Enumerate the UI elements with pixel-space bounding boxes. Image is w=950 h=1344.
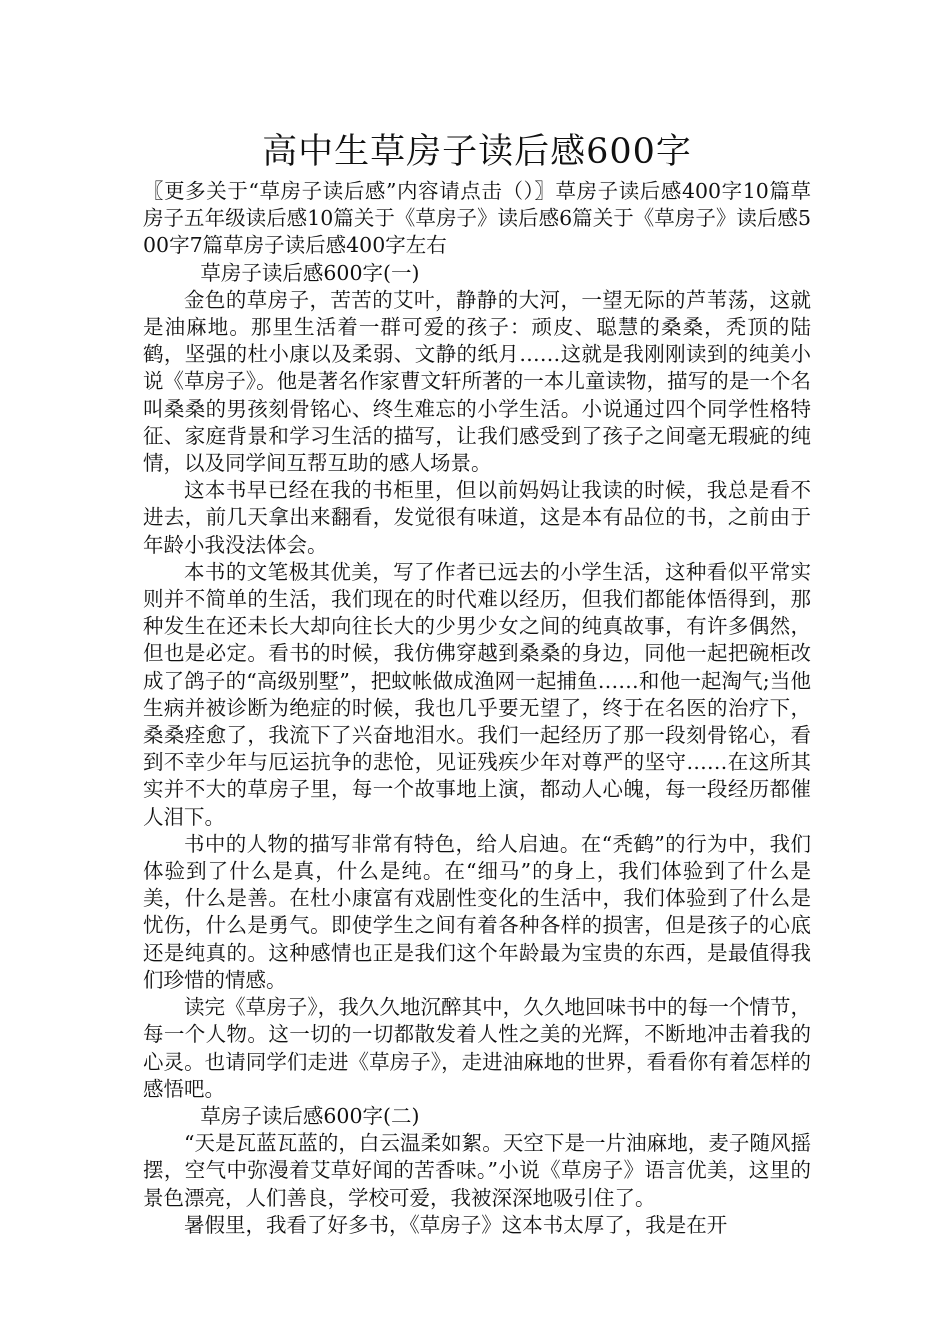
intro-paragraph: 〖更多关于“草房子读后感”内容请点击（）〗草房子读后感400字10篇草房子五年级读后感10篇关于《草房子》读后感6篇关于《草房子》读后感500字7篇草房子读后感400字左右	[143, 179, 811, 258]
body-paragraph: 书中的人物的描写非常有特色，给人启迪。在“秃鹤”的行为中，我们体验到了什么是真，什么是纯。在“细马”的身上，我们体验到了什么是美，什么是善。在杜小康富有戏剧性变化的生活中，我们体验到了什么是忧伤，什么是勇气。即使学生之间有着各种各样的损害，但是孩子的心底还是纯真的。这种感情也正是我们这个年龄最为宝贵的东西，是最值得我们珍惜的情感。	[143, 831, 811, 992]
body-paragraph: 金色的草房子，苦苦的艾叶，静静的大河，一望无际的芦苇荡，这就是油麻地。那里生活着一群可爱的孩子：顽皮、聪慧的桑桑，秃顶的陆鹤，坚强的杜小康以及柔弱、文静的纸月……这就是我刚刚读到的纯美小说《草房子》。他是著名作家曹文轩所著的一本儿童读物，描写的是一个名叫桑桑的男孩刻骨铭心、终生难忘的小学生活。小说通过四个同学性格特征、家庭背景和学习生活的描写，让我们感受到了孩子之间毫无瑕疵的纯情，以及同学间互帮互助的感人场景。	[143, 287, 811, 476]
section-heading-2: 草房子读后感600字(二)	[200, 1103, 420, 1128]
section-heading-1: 草房子读后感600字(一)	[200, 260, 420, 285]
body-paragraph: 暑假里，我看了好多书，《草房子》这本书太厚了，我是在开	[184, 1212, 728, 1237]
body-paragraph: “天是瓦蓝瓦蓝的，白云温柔如絮。天空下是一片油麻地，麦子随风摇摆，空气中弥漫着艾草好闻的苦香味。”小说《草房子》语言优美，这里的景色漂亮，人们善良，学校可爱，我被深深地吸引住了。	[143, 1131, 811, 1210]
document-title: 高中生草房子读后感600字	[262, 132, 692, 172]
body-paragraph: 本书的文笔极其优美，写了作者已远去的小学生活，这种看似平常实则并不简单的生活，我们现在的时代难以经历，但我们都能体悟得到，那种发生在还未长大却向往长大的少男少女之间的纯真故事，有许多偶然，但也是必定。看书的时候，我仿佛穿越到桑桑的身边，同他一起把碗柜改成了鸽子的“高级别墅”，把蚊帐做成渔网一起捕鱼……和他一起淘气;当他生病并被诊断为绝症的时候，我也几乎要无望了，终于在名医的治疗下，桑桑痊愈了，我流下了兴奋地泪水。我们一起经历了那一段刻骨铭心，看到不幸少年与厄运抗争的悲怆，见证残疾少年对尊严的坚守……在这所其实并不大的草房子里，每一个故事地上演，都动人心魄，每一段经历都催人泪下。	[143, 559, 811, 829]
body-paragraph: 这本书早已经在我的书柜里，但以前妈妈让我读的时候，我总是看不进去，前几天拿出来翻看，发觉很有味道，这是本有品位的书，之前由于年龄小我没法体会。	[143, 478, 811, 557]
body-paragraph: 读完《草房子》，我久久地沉醉其中，久久地回味书中的每一个情节，每一个人物。这一切的一切都散发着人性之美的光辉，不断地冲击着我的心灵。也请同学们走进《草房子》，走进油麻地的世界，看看你有着怎样的感悟吧。	[143, 995, 811, 1101]
document-page	[143, 130, 811, 1239]
